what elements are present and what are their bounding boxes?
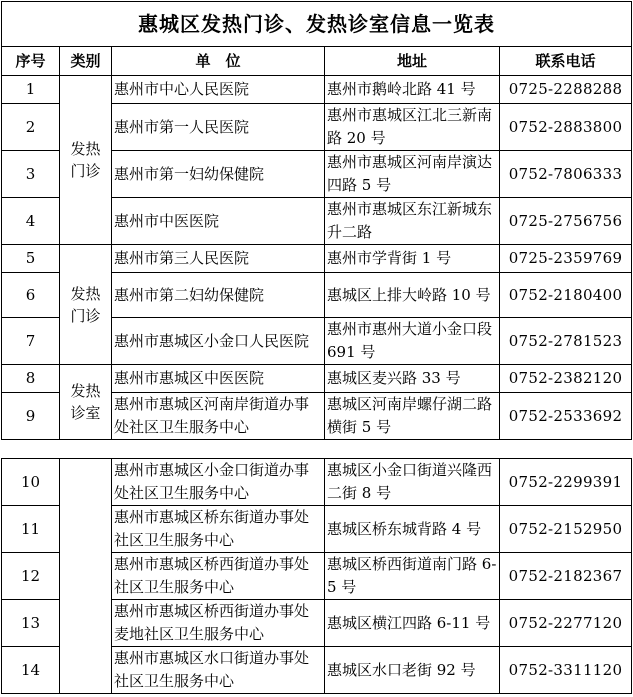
row-unit: 惠州市惠城区小金口人民医院: [112, 318, 325, 365]
row-phone: 0752-2152950: [500, 506, 632, 553]
row-address: 惠城区小金口街道兴隆西二街 8 号: [325, 459, 500, 506]
row-phone: 0752-3311120: [500, 647, 632, 694]
row-unit: 惠州市中心人民医院: [112, 76, 325, 104]
category-line: 发热: [70, 382, 101, 400]
row-unit: 惠州市惠城区桥东街道办事处社区卫生服务中心: [112, 506, 325, 553]
row-address: 惠州市惠城区东江新城东升二路: [325, 198, 500, 245]
category-cell-empty: [60, 459, 112, 694]
row-address: 惠城区桥西街道南门路 6-5 号: [325, 553, 500, 600]
row-unit: 惠州市第一妇幼保健院: [112, 151, 325, 198]
row-no: 2: [2, 104, 60, 151]
row-phone: 0725-2756756: [500, 198, 632, 245]
row-no: 3: [2, 151, 60, 198]
row-address: 惠城区桥东城背路 4 号: [325, 506, 500, 553]
row-no: 7: [2, 318, 60, 365]
row-unit: 惠州市惠城区小金口街道办事处社区卫生服务中心: [112, 459, 325, 506]
row-no: 10: [2, 459, 60, 506]
row-phone: 0752-2781523: [500, 318, 632, 365]
row-unit: 惠州市第二妇幼保健院: [112, 273, 325, 318]
category-cell: [60, 365, 112, 440]
row-address: 惠州市惠城区河南岸演达四路 5 号: [325, 151, 500, 198]
row-unit: 惠州市第三人民医院: [112, 245, 325, 273]
row-address: 惠州市学背街 1 号: [325, 245, 500, 273]
row-no: 11: [2, 506, 60, 553]
row-phone: 0752-7806333: [500, 151, 632, 198]
header-unit: 单 位: [112, 47, 325, 76]
page-break-gap: [0, 449, 633, 458]
category-line: 门诊: [70, 162, 101, 180]
table-row: [2, 365, 632, 393]
header-phone: 联系电话: [500, 47, 632, 76]
row-phone: 0752-2180400: [500, 273, 632, 318]
row-address: 惠城区横江四路 6-11 号: [325, 600, 500, 647]
row-address: 惠城区河南岸螺仔湖二路横街 5 号: [325, 393, 500, 440]
row-no: 4: [2, 198, 60, 245]
row-no: 5: [2, 245, 60, 273]
row-address: 惠州市惠城区江北三新南路 20 号: [325, 104, 500, 151]
header-address: 地址: [325, 47, 500, 76]
row-address: 惠城区上排大岭路 10 号: [325, 273, 500, 318]
row-phone: 0752-2299391: [500, 459, 632, 506]
row-address: 惠州市惠州大道小金口段 691 号: [325, 318, 500, 365]
row-phone: 0752-2182367: [500, 553, 632, 600]
row-address: 惠城区水口老街 92 号: [325, 647, 500, 694]
table-row: [2, 459, 632, 506]
row-unit: 惠州市惠城区河南岸街道办事处社区卫生服务中心: [112, 393, 325, 440]
category-cell: [60, 245, 112, 365]
row-unit: 惠州市惠城区桥西街道办事处社区卫生服务中心: [112, 553, 325, 600]
row-no: 14: [2, 647, 60, 694]
row-no: 1: [2, 76, 60, 104]
row-unit: 惠州市惠城区桥西街道办事处麦地社区卫生服务中心: [112, 600, 325, 647]
row-phone: 0752-2533692: [500, 393, 632, 440]
row-no: 9: [2, 393, 60, 440]
category-line: 发热: [70, 140, 101, 158]
row-phone: 0752-2382120: [500, 365, 632, 393]
row-unit: 惠州市中医医院: [112, 198, 325, 245]
table-row: [2, 245, 632, 273]
category-cell: [60, 76, 112, 245]
row-address: 惠州市鹅岭北路 41 号: [325, 76, 500, 104]
row-no: 13: [2, 600, 60, 647]
row-unit: 惠州市惠城区中医医院: [112, 365, 325, 393]
row-phone: 0752-2277120: [500, 600, 632, 647]
category-line: 门诊: [70, 306, 101, 325]
info-table-top: [1, 1, 632, 440]
row-phone: 0752-2883800: [500, 104, 632, 151]
header-type: 类别: [60, 47, 112, 76]
row-no: 12: [2, 553, 60, 600]
category-line: 诊室: [70, 404, 101, 422]
row-phone: 0725-2359769: [500, 245, 632, 273]
row-unit: 惠州市惠城区水口街道办事处社区卫生服务中心: [112, 647, 325, 694]
category-line: 发热: [70, 284, 101, 303]
row-unit: 惠州市第一人民医院: [112, 104, 325, 151]
row-phone: 0725-2288288: [500, 76, 632, 104]
table-header-row: [2, 47, 632, 76]
row-no: 6: [2, 273, 60, 318]
info-table-continued: [1, 458, 632, 694]
row-no: 8: [2, 365, 60, 393]
table-row: [2, 76, 632, 104]
row-address: 惠城区麦兴路 33 号: [325, 365, 500, 393]
header-no: 序号: [2, 47, 60, 76]
page-title: 惠城区发热门诊、发热诊室信息一览表: [2, 2, 632, 47]
